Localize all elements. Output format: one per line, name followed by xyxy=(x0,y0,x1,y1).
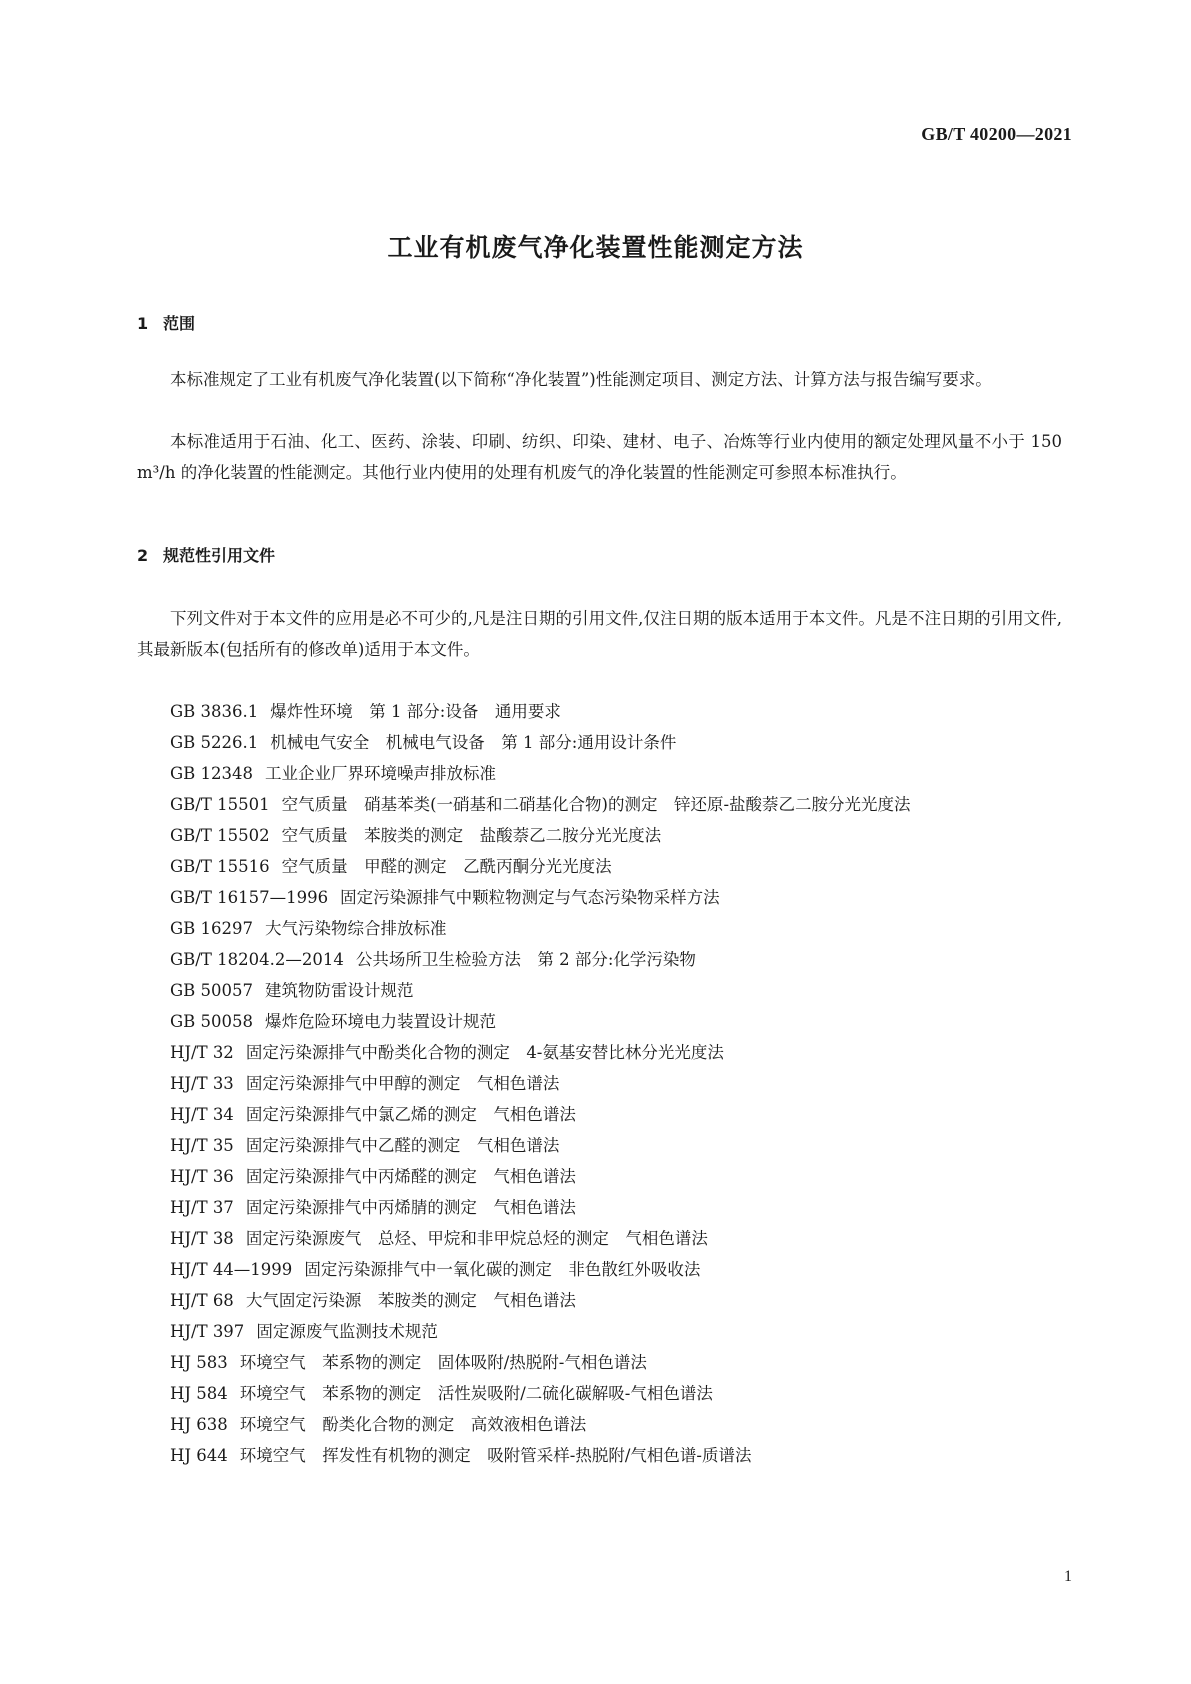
reference-title: 固定污染源排气中丙烯醛的测定 气相色谱法 xyxy=(245,1167,576,1186)
reference-item xyxy=(137,820,1062,851)
document-title: 工业有机废气净化装置性能测定方法 xyxy=(387,233,804,262)
reference-code: HJ 638 xyxy=(170,1415,228,1434)
reference-title: 固定污染源排气中氯乙烯的测定 气相色谱法 xyxy=(245,1105,576,1124)
reference-title: 大气污染物综合排放标准 xyxy=(265,919,447,938)
reference-code: HJ/T 37 xyxy=(170,1198,234,1217)
reference-code: GB 50058 xyxy=(170,1012,254,1031)
reference-title: 固定污染源排气中甲醇的测定 气相色谱法 xyxy=(245,1074,560,1093)
reference-code: GB 5226.1 xyxy=(170,733,259,752)
section-1-paragraph-2: 本标准适用于石油、化工、医药、涂装、印刷、纺织、印染、建材、电子、冶炼等行业内使用的额定处理风量不小于 150 m³/h 的净化装置的性能测定。其他行业内使用的处理有机废气的净化装置的性能测定可参照本标准执行。 xyxy=(137,432,1062,482)
reference-code: HJ 644 xyxy=(170,1446,228,1465)
section-2-heading xyxy=(137,543,275,566)
reference-item xyxy=(137,944,1062,975)
page-number: 1 xyxy=(1064,1568,1072,1585)
reference-title: 工业企业厂界环境噪声排放标准 xyxy=(265,764,497,783)
reference-code: HJ/T 33 xyxy=(170,1074,234,1093)
reference-title: 固定污染源排气中乙醛的测定 气相色谱法 xyxy=(245,1136,560,1155)
reference-code: HJ 583 xyxy=(170,1353,228,1372)
reference-item xyxy=(137,1316,1062,1347)
normative-references-list xyxy=(137,696,1062,1471)
section-2-title: 规范性引用文件 xyxy=(163,546,276,565)
reference-title: 爆炸危险环境电力装置设计规范 xyxy=(265,1012,497,1031)
reference-title: 固定污染源排气中一氧化碳的测定 非色散红外吸收法 xyxy=(304,1260,701,1279)
reference-title: 空气质量 甲醛的测定 乙酰丙酮分光光度法 xyxy=(281,857,612,876)
reference-code: HJ/T 36 xyxy=(170,1167,234,1186)
reference-title: 大气固定污染源 苯胺类的测定 气相色谱法 xyxy=(245,1291,576,1310)
reference-item xyxy=(137,1440,1062,1471)
reference-item xyxy=(137,975,1062,1006)
reference-code: HJ/T 32 xyxy=(170,1043,234,1062)
reference-title: 环境空气 苯系物的测定 固体吸附/热脱附-气相色谱法 xyxy=(239,1353,647,1372)
reference-item xyxy=(137,851,1062,882)
reference-item xyxy=(137,882,1062,913)
reference-item xyxy=(137,1254,1062,1285)
reference-item xyxy=(137,1285,1062,1316)
reference-title: 环境空气 苯系物的测定 活性炭吸附/二硫化碳解吸-气相色谱法 xyxy=(239,1384,713,1403)
reference-code: HJ 584 xyxy=(170,1384,228,1403)
reference-item xyxy=(137,1037,1062,1068)
reference-item xyxy=(137,1006,1062,1037)
reference-item xyxy=(137,1192,1062,1223)
reference-code: HJ/T 397 xyxy=(170,1322,245,1341)
reference-item xyxy=(137,1223,1062,1254)
reference-item xyxy=(137,1409,1062,1440)
reference-item xyxy=(137,1099,1062,1130)
reference-title: 固定污染源排气中丙烯腈的测定 气相色谱法 xyxy=(245,1198,576,1217)
reference-item xyxy=(137,696,1062,727)
section-1-paragraph-1: 本标准规定了工业有机废气净化装置(以下简称“净化装置”)性能测定项目、测定方法、计算方法与报告编写要求。 xyxy=(170,370,992,389)
section-1-heading xyxy=(137,311,195,334)
reference-title: 固定污染源废气 总烃、甲烷和非甲烷总烃的测定 气相色谱法 xyxy=(245,1229,708,1248)
reference-title: 公共场所卫生检验方法 第 2 部分:化学污染物 xyxy=(355,950,696,969)
section-2-number: 2 xyxy=(137,546,149,565)
reference-title: 爆炸性环境 第 1 部分:设备 通用要求 xyxy=(270,702,561,721)
reference-code: GB/T 15516 xyxy=(170,857,270,876)
reference-title: 机械电气安全 机械电气设备 第 1 部分:通用设计条件 xyxy=(270,733,677,752)
reference-code: HJ/T 38 xyxy=(170,1229,234,1248)
reference-title: 建筑物防雷设计规范 xyxy=(265,981,414,1000)
reference-item xyxy=(137,1347,1062,1378)
reference-item xyxy=(137,1378,1062,1409)
section-1-number: 1 xyxy=(137,314,149,333)
reference-code: GB 16297 xyxy=(170,919,254,938)
reference-code: HJ/T 68 xyxy=(170,1291,234,1310)
reference-title: 空气质量 苯胺类的测定 盐酸萘乙二胺分光光度法 xyxy=(281,826,662,845)
reference-title: 固定源废气监测技术规范 xyxy=(256,1322,438,1341)
reference-title: 环境空气 酚类化合物的测定 高效液相色谱法 xyxy=(239,1415,587,1434)
reference-code: GB/T 15502 xyxy=(170,826,270,845)
reference-code: GB 50057 xyxy=(170,981,254,1000)
reference-item xyxy=(137,789,1062,820)
reference-item xyxy=(137,1130,1062,1161)
reference-code: GB/T 16157—1996 xyxy=(170,888,329,907)
reference-item xyxy=(137,1068,1062,1099)
reference-code: GB 3836.1 xyxy=(170,702,259,721)
reference-item xyxy=(137,758,1062,789)
reference-title: 固定污染源排气中颗粒物测定与气态污染物采样方法 xyxy=(340,888,720,907)
reference-item xyxy=(137,913,1062,944)
reference-code: HJ/T 34 xyxy=(170,1105,234,1124)
section-1-title: 范围 xyxy=(163,314,196,333)
reference-code: GB/T 15501 xyxy=(170,795,270,814)
standard-code: GB/T 40200—2021 xyxy=(921,124,1072,144)
reference-title: 环境空气 挥发性有机物的测定 吸附管采样-热脱附/气相色谱-质谱法 xyxy=(239,1446,752,1465)
reference-item xyxy=(137,1161,1062,1192)
reference-code: GB 12348 xyxy=(170,764,254,783)
reference-code: HJ/T 44—1999 xyxy=(170,1260,293,1279)
reference-code: GB/T 18204.2—2014 xyxy=(170,950,344,969)
reference-item xyxy=(137,727,1062,758)
section-2-intro: 下列文件对于本文件的应用是必不可少的,凡是注日期的引用文件,仅注日期的版本适用于本文件。凡是不注日期的引用文件,其最新版本(包括所有的修改单)适用于本文件。 xyxy=(137,609,1062,659)
reference-title: 空气质量 硝基苯类(一硝基和二硝基化合物)的测定 锌还原-盐酸萘乙二胺分光光度法 xyxy=(281,795,911,814)
reference-title: 固定污染源排气中酚类化合物的测定 4-氨基安替比林分光光度法 xyxy=(245,1043,724,1062)
reference-code: HJ/T 35 xyxy=(170,1136,234,1155)
